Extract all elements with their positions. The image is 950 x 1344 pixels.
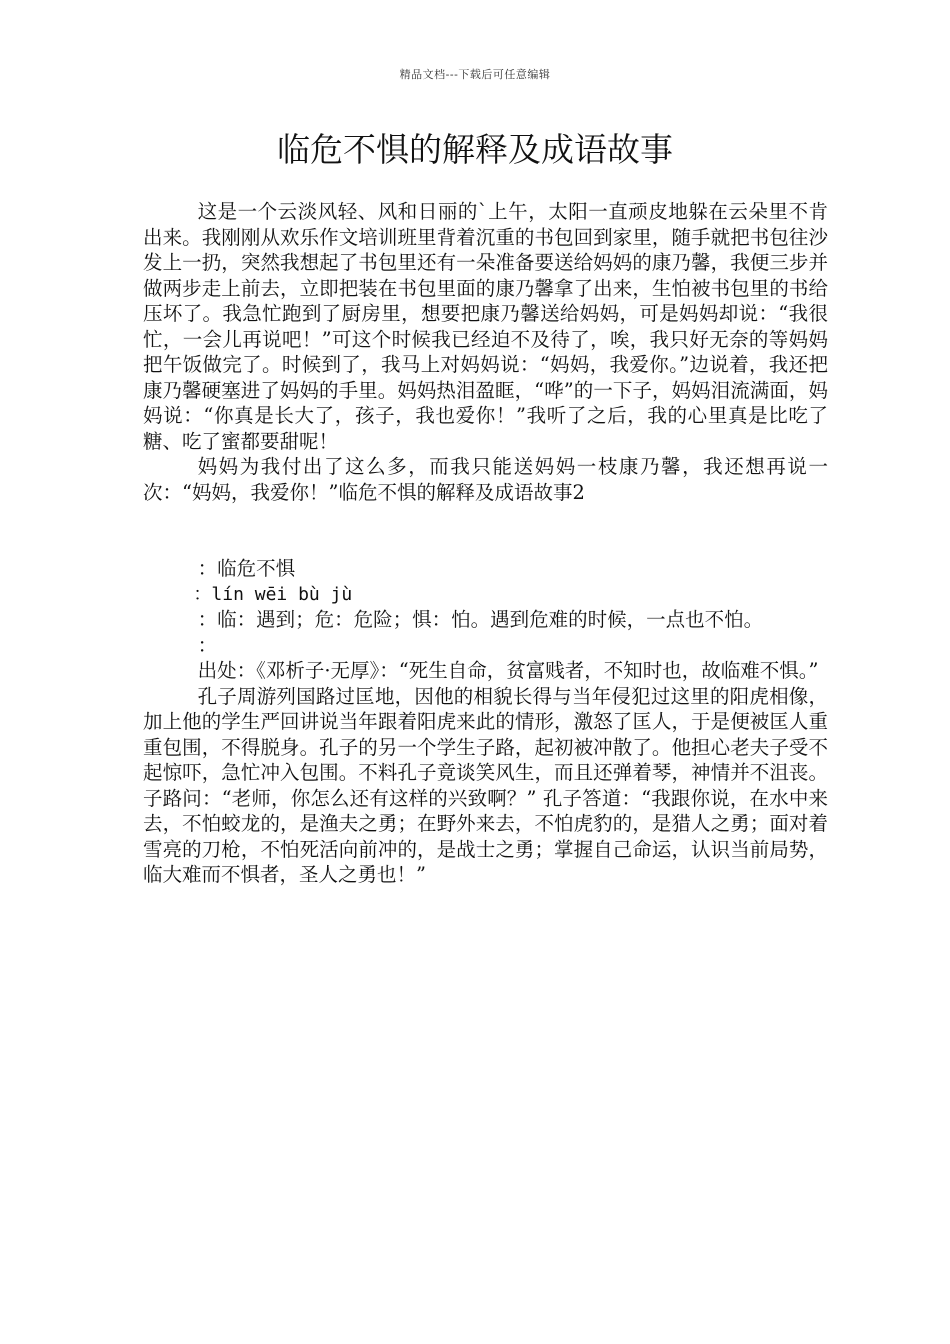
entry-meaning: ：临：遇到；危：危险；惧：怕。遇到危难的时候，一点也不怕。 — [197, 608, 764, 631]
document-title: 临危不惧的解释及成语故事 — [277, 130, 673, 169]
paragraph-story: 孔子周游列国路过匡地，因他的相貌长得与当年侵犯过这里的阳虎相像，加上他的学生严回讲说当年跟着阳虎来此的情形，激怒了匡人，于是便被匡人重重包围，不得脱身。孔子的另一个学生子路，起初被冲散了。他担心老夫子受不起惊吓，急忙冲入包围。不料孔子竟谈笑风生，而且还弹着琴，神情并不沮丧。子路问：“老师，你怎么还有这样的兴致啊？” 孔子答道：“我跟你说，在水中来去，不怕蛟龙的，是渔夫之勇；在野外来去，不怕虎豹的，是猎人之勇；面对着雪亮的刀枪，不怕死活向前冲的，是战士之勇；掌握自己命运，认识当前局势，临大难而不惧者，圣人之勇也！” — [143, 684, 828, 886]
header-note: 精品文档---下载后可任意编辑 — [399, 68, 551, 81]
entry-source: 出处：《邓析子·无厚》：“死生自命，贫富贱者，不知时也，故临难不惧。” — [197, 659, 819, 682]
entry-blank: ： — [197, 633, 218, 657]
section-gap — [143, 505, 828, 556]
entry-word: ：临危不惧 — [197, 557, 296, 580]
entry-pinyin: ：lín wēi bù jù — [193, 583, 353, 605]
paragraph-closing: 妈妈为我付出了这么多，而我只能送妈妈一枝康乃馨，我还想再说一次：“妈妈，我爱你！”临危不惧的解释及成语故事2 — [143, 455, 828, 504]
paragraph-intro: 这是一个云淡风轻、风和日丽的`上午，太阳一直顽皮地躲在云朵里不肯出来。我刚刚从欢乐作文培训班里背着沉重的书包回到家里，随手就把书包往沙发上一扔，突然我想起了书包里还有一朵准备要送给妈妈的康乃馨，我便三步并做两步走上前去，立即把装在书包里面的康乃馨拿了出来，生怕被书包里的书给压坏了。我急忙跑到了厨房里，想要把康乃馨送给妈妈，可是妈妈却说：“我很忙，一会儿再说吧！”可这个时候我已经迫不及待了，唉，我只好无奈的等妈妈把午饭做完了。时候到了，我马上对妈妈说：“妈妈，我爱你。”边说着，我还把康乃馨硬塞进了妈妈的手里。妈妈热泪盈眶，“哗”的一下子，妈妈泪流满面，妈妈说：“你真是长大了，孩子，我也爱你！”我听了之后，我的心里真是比吃了糖、吃了蜜都要甜呢！ — [143, 200, 828, 453]
document-body — [143, 199, 828, 888]
